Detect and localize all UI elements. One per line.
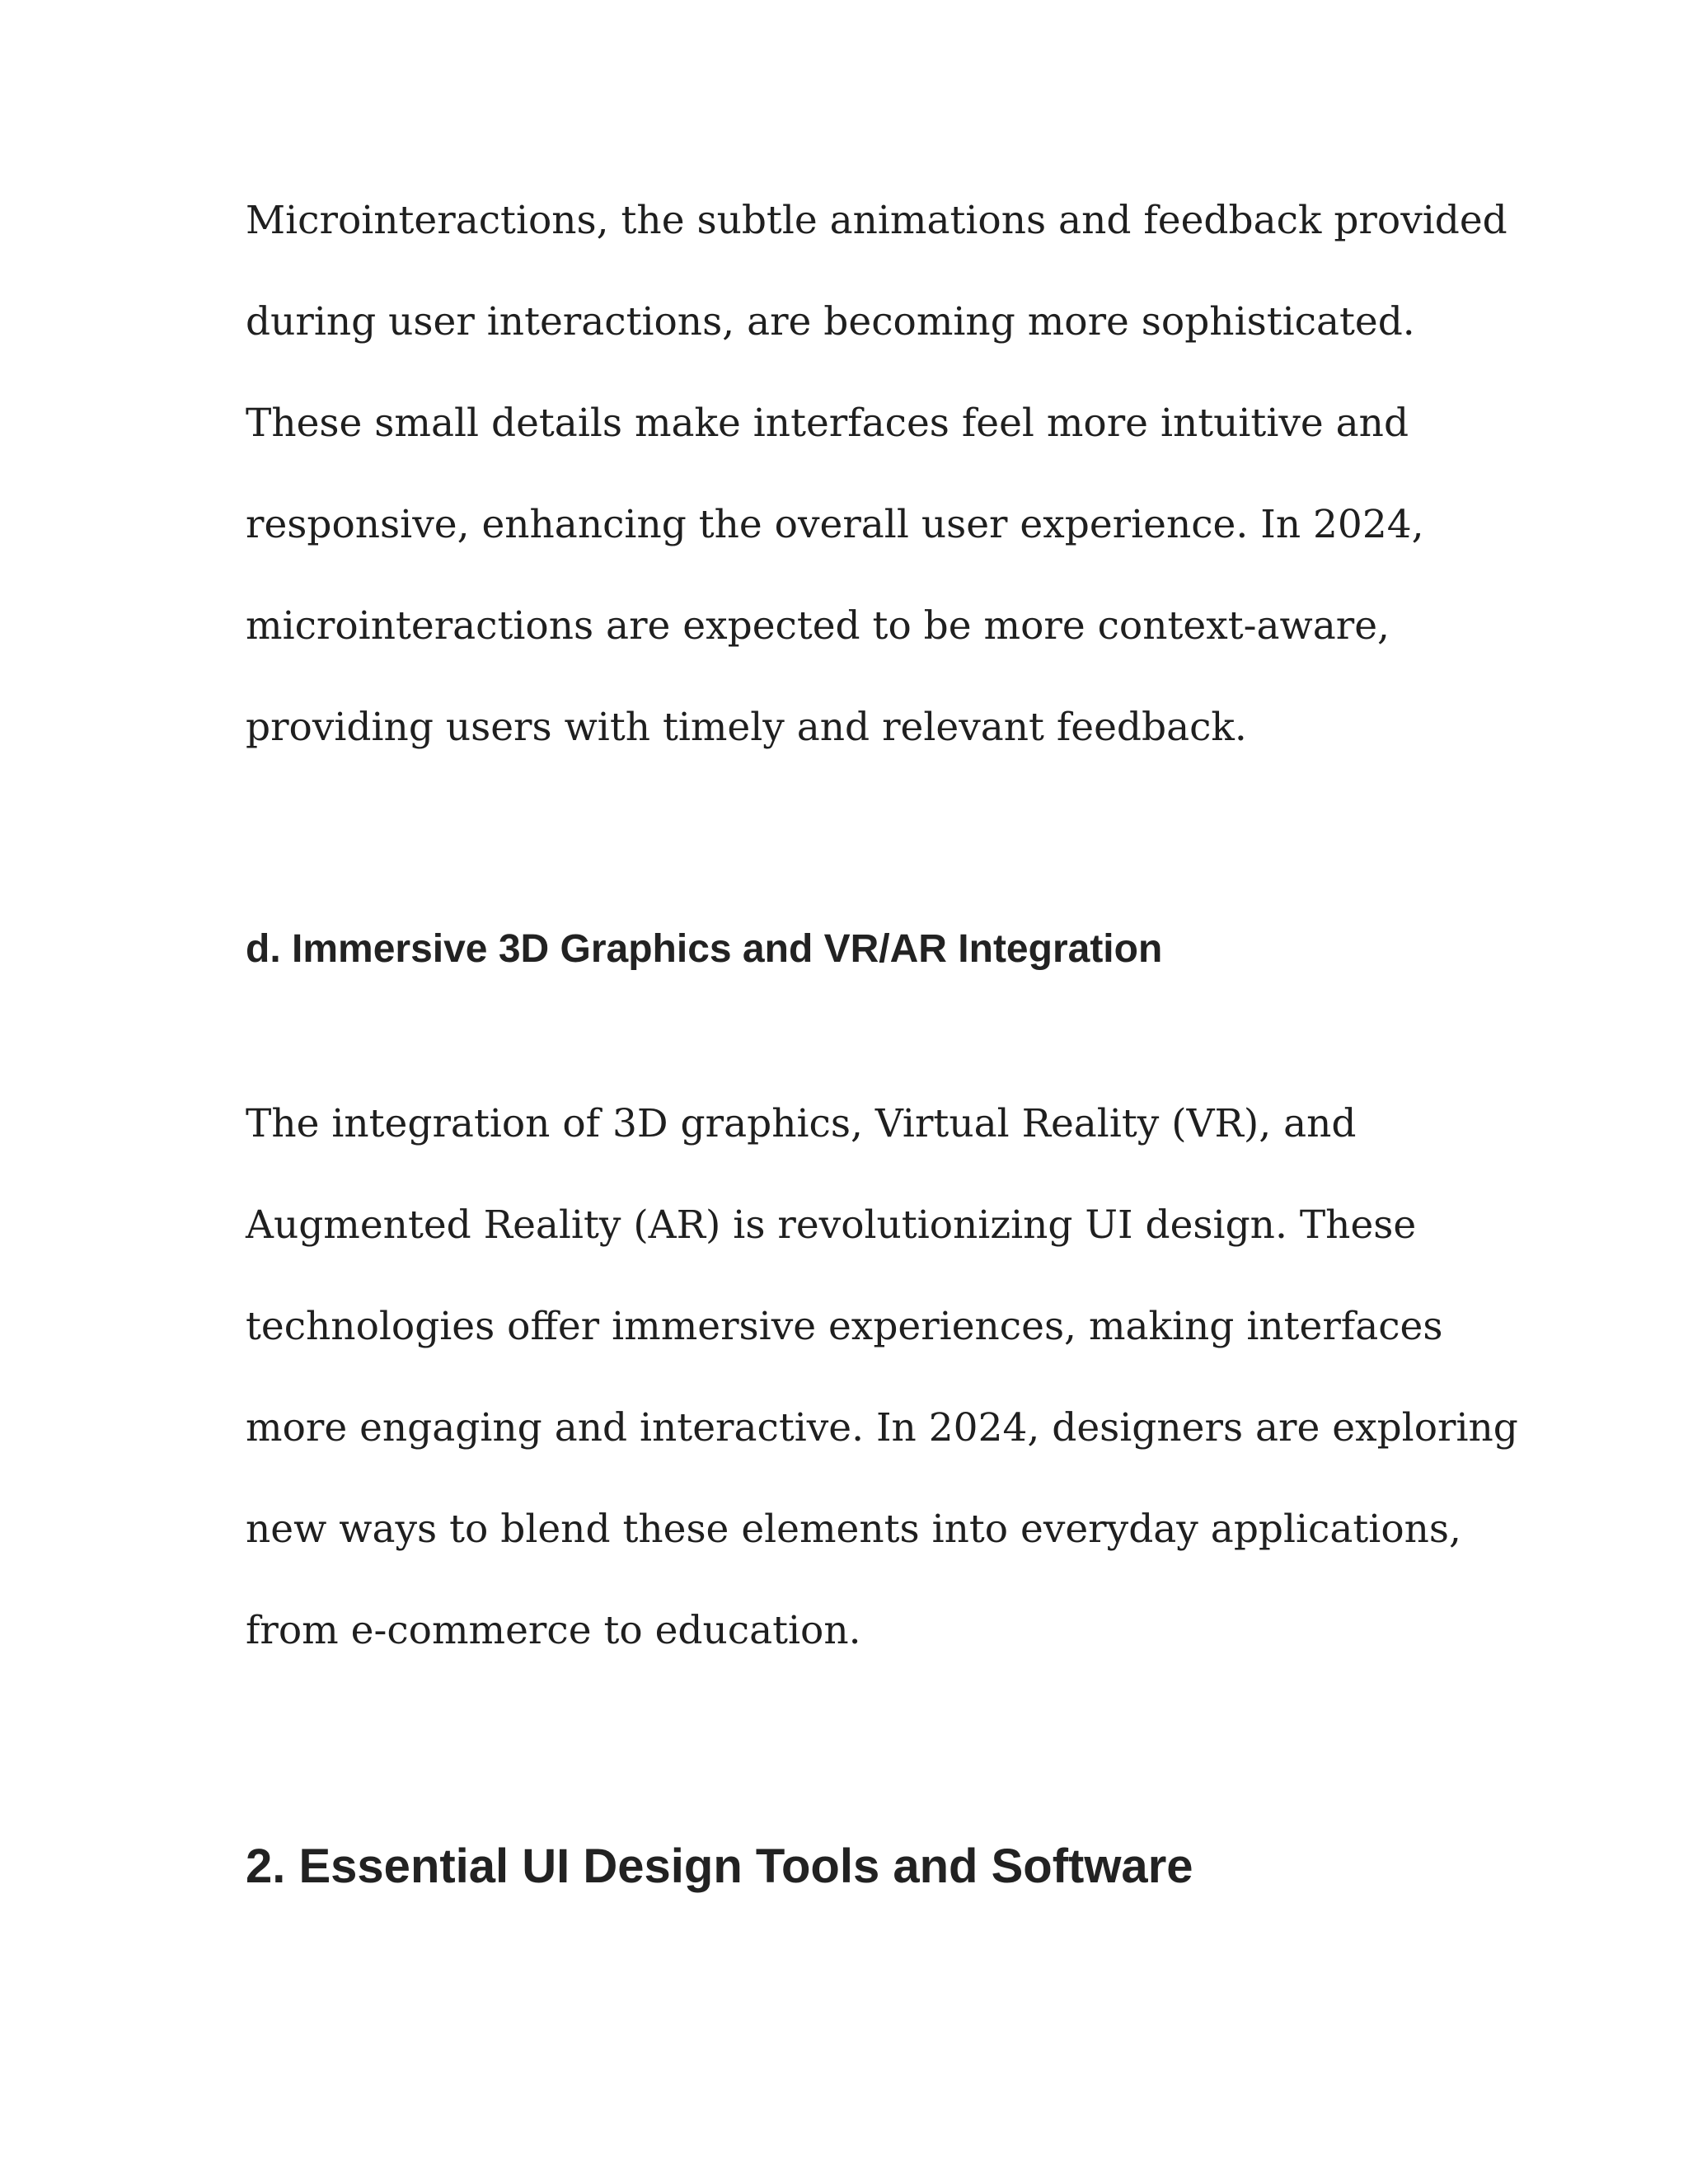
paragraph-line: The integration of 3D graphics, Virtual Reality (VR), and	[246, 1101, 1357, 1146]
paragraph-line: These small details make interfaces feel more intuitive and	[246, 401, 1409, 446]
section-heading-immersive-3d: d. Immersive 3D Graphics and VR/AR Integration	[246, 927, 1163, 971]
paragraph-line: responsive, enhancing the overall user experience. In 2024,	[246, 502, 1424, 547]
paragraph-line: new ways to blend these elements into everyday applications,	[246, 1507, 1461, 1552]
paragraph-microinteractions	[246, 170, 1507, 778]
paragraph-line: during user interactions, are becoming more sophisticated.	[246, 299, 1415, 344]
paragraph-line: providing users with timely and relevant feedback.	[246, 705, 1247, 750]
paragraph-line: Microinteractions, the subtle animations and feedback provided	[246, 198, 1507, 243]
section-heading-ui-tools: 2. Essential UI Design Tools and Software	[246, 1840, 1193, 1893]
paragraph-line: Augmented Reality (AR) is revolutionizing UI design. These	[246, 1202, 1417, 1248]
paragraph-line: technologies offer immersive experiences, making interfaces	[246, 1304, 1443, 1349]
paragraph-line: microinteractions are expected to be more context-aware,	[246, 603, 1390, 649]
paragraph-3d-vr-ar	[246, 1073, 1518, 1681]
paragraph-line: from e-commerce to education.	[246, 1608, 861, 1653]
paragraph-line: more engaging and interactive. In 2024, designers are exploring	[246, 1405, 1518, 1451]
